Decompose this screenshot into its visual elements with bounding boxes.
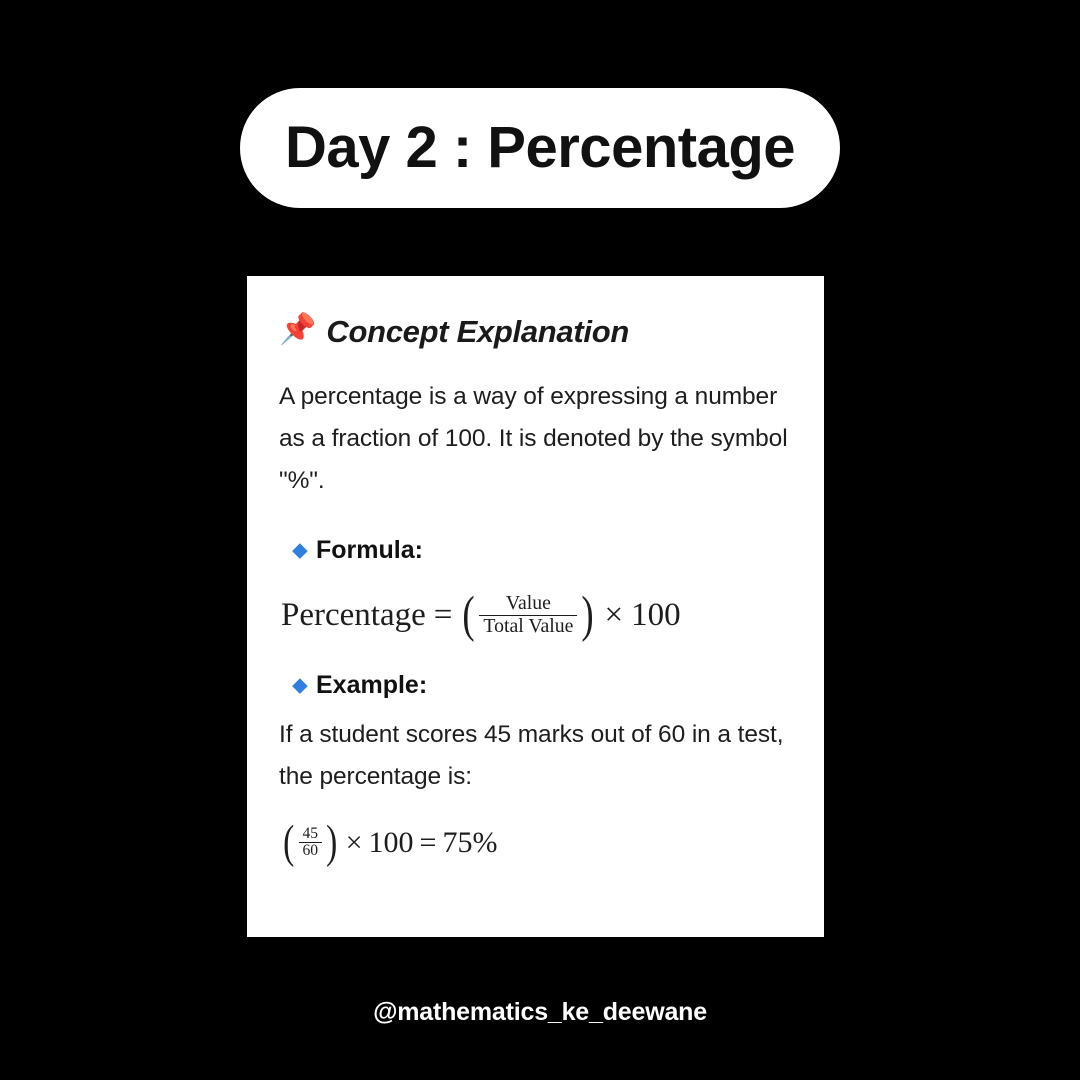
example-label: Example: — [316, 671, 428, 700]
formula-times: × — [604, 596, 624, 633]
formula-label: Formula: — [316, 536, 423, 565]
example-factor: 100 — [368, 825, 414, 859]
example-formula — [281, 817, 792, 869]
example-numerator: 45 — [302, 824, 319, 842]
example-close-paren: ) — [326, 817, 338, 869]
example-equals: = — [419, 825, 437, 859]
definition-text: A percentage is a way of expressing a number as a fraction of 100. It is denoted by the symbol "%". — [279, 383, 788, 495]
example-fraction — [299, 826, 323, 861]
example-open-paren: ( — [283, 817, 295, 869]
card-heading — [279, 314, 792, 350]
example-bullet — [293, 671, 792, 700]
formula-numerator: Value — [505, 592, 551, 615]
example-denominator: 60 — [299, 842, 323, 860]
example-text: If a student scores 45 marks out of 60 in a test, the percentage is: — [279, 721, 784, 791]
diamond-bullet-icon — [292, 678, 308, 694]
formula-lhs: Percentage — [281, 596, 426, 633]
page-title: Day 2 : Percentage — [284, 115, 796, 180]
formula-equals: = — [433, 596, 453, 633]
diamond-bullet-icon — [292, 544, 308, 560]
card-heading-label: Concept Explanation — [326, 314, 629, 349]
percentage-formula — [281, 585, 792, 643]
example-times: × — [345, 825, 363, 859]
formula-open-paren: ( — [462, 585, 476, 643]
pushpin-icon: 📌 — [279, 313, 317, 346]
account-handle: @mathematics_ke_deewane — [373, 998, 707, 1026]
formula-factor: 100 — [631, 596, 681, 633]
title-pill — [240, 88, 840, 208]
formula-close-paren: ) — [581, 585, 595, 643]
concept-card — [247, 276, 824, 937]
example-result: 75% — [442, 825, 498, 859]
formula-denominator: Total Value — [479, 615, 577, 637]
formula-fraction — [479, 593, 577, 637]
formula-bullet — [293, 536, 792, 565]
